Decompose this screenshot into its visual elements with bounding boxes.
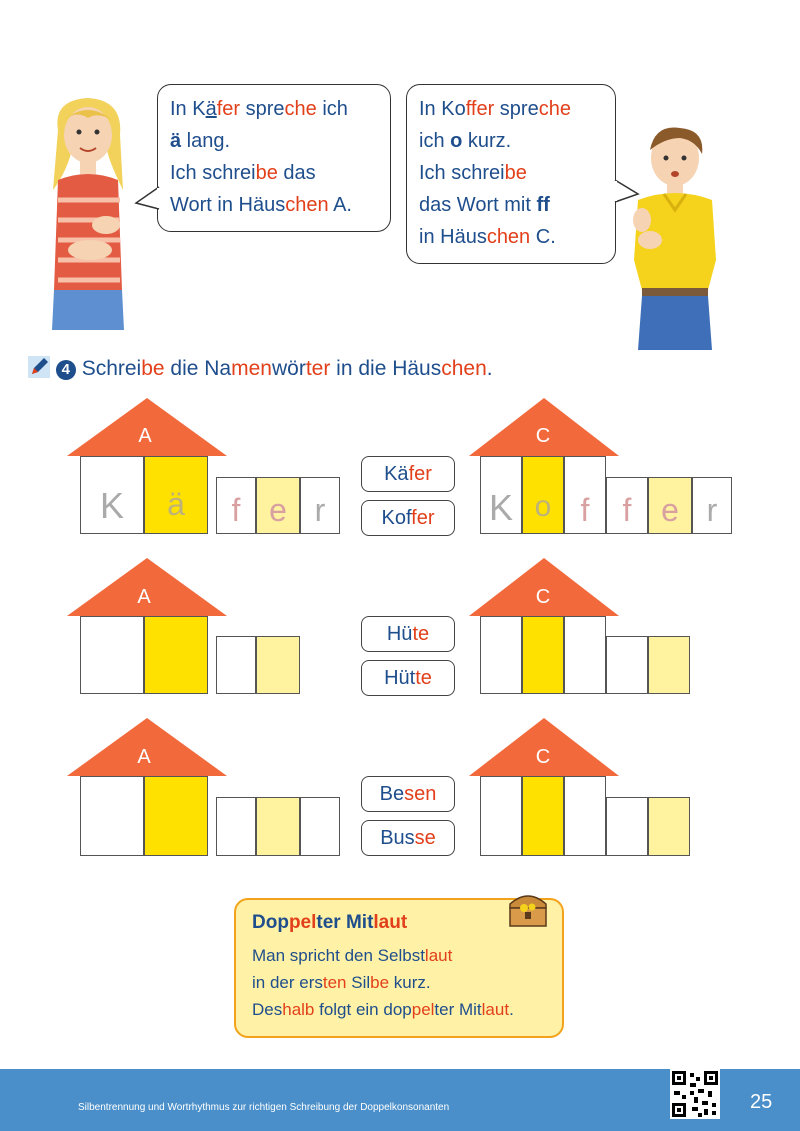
- example-a-letter-4: e: [269, 492, 287, 528]
- word-huette[interactable]: Hütte: [361, 660, 455, 696]
- house-c-box-2-2[interactable]: [522, 616, 564, 694]
- garage-a-box-2-2[interactable]: [256, 636, 300, 694]
- bubble-girl-line-1: In Käfer spreche ich: [170, 98, 348, 120]
- garage-c-box-3-1[interactable]: [606, 797, 648, 856]
- garage-a-box-3-3[interactable]: [300, 797, 340, 856]
- task-instruction: [28, 356, 493, 381]
- example-a-letter-1: K: [99, 485, 124, 526]
- house-c-box-3-3[interactable]: [564, 776, 606, 856]
- bubble-girl-line-3: Ich schreibe das: [170, 162, 316, 184]
- house-a-box-3-2[interactable]: [144, 776, 208, 856]
- house-a-label-1: A: [138, 425, 152, 447]
- footer-text: Silbentrennung und Wortrhythmus zur richtigen Schreibung der Doppelkonsonanten: [78, 1102, 450, 1113]
- treasure-chest-icon: [504, 888, 552, 930]
- example-c-letter-1: K: [488, 487, 513, 528]
- bubble-girl-line-2: ä lang.: [170, 130, 231, 152]
- example-c-letter-6: r: [706, 492, 718, 528]
- page-number: 25: [750, 1091, 773, 1113]
- bubble-boy-line-3: Ich schreibe: [419, 162, 527, 184]
- example-a-letter-5: r: [314, 492, 326, 528]
- example-c-letter-5: e: [661, 492, 679, 528]
- example-a-letter-3: f: [231, 492, 241, 528]
- word-koffer[interactable]: Koffer: [361, 500, 455, 536]
- bubble-boy-line-2: ich o kurz.: [419, 130, 512, 152]
- garage-c-box-3-2[interactable]: [648, 797, 690, 856]
- task-text: Schreibe die Namenwörter in die Häuschen.: [81, 357, 493, 380]
- task-number: 4: [56, 360, 76, 380]
- pencil-icon: [28, 356, 50, 378]
- house-a-box-2-2[interactable]: [144, 616, 208, 694]
- bubble-girl-tail: [134, 185, 160, 215]
- speech-bubble-girl: [157, 84, 391, 232]
- girl-illustration: [28, 90, 148, 330]
- example-c-letter-4: f: [622, 492, 632, 528]
- house-a-label-2: A: [137, 586, 151, 608]
- house-c-label-2: C: [535, 586, 551, 608]
- boy-illustration: [620, 120, 730, 350]
- garage-a-box-3-2[interactable]: [256, 797, 300, 856]
- example-c-letter-2: o: [534, 490, 552, 523]
- garage-a-box-3-1[interactable]: [216, 797, 256, 856]
- bubble-girl-line-4: Wort in Häuschen A.: [170, 194, 352, 216]
- word-besen[interactable]: Besen: [361, 776, 455, 812]
- bubble-boy-line-1: In Koffer spreche: [419, 98, 571, 120]
- house-a-box-2-1[interactable]: [80, 616, 144, 694]
- house-c-box-3-1[interactable]: [480, 776, 522, 856]
- house-c-box-3-2[interactable]: [522, 776, 564, 856]
- word-huete[interactable]: Hüte: [361, 616, 455, 652]
- garage-c-box-2-2[interactable]: [648, 636, 690, 694]
- word-busse[interactable]: Busse: [361, 820, 455, 856]
- word-kaefer[interactable]: Käfer: [361, 456, 455, 492]
- example-c-letter-3: f: [580, 492, 590, 528]
- house-c-box-2-3[interactable]: [564, 616, 606, 694]
- rule-line-3: Deshalb folgt ein doppelter Mitlaut.: [252, 1000, 514, 1019]
- speech-bubble-boy: [406, 84, 616, 264]
- rule-title: Doppelter Mitlaut: [252, 912, 408, 933]
- example-a-letter-2: ä: [167, 486, 185, 522]
- house-c-label-3: C: [535, 746, 551, 768]
- garage-c-box-2-1[interactable]: [606, 636, 648, 694]
- qr-code-icon[interactable]: [670, 1069, 720, 1119]
- garage-a-box-2-1[interactable]: [216, 636, 256, 694]
- bubble-boy-tail: [614, 178, 640, 208]
- bubble-boy-line-5: in Häuschen C.: [419, 226, 556, 248]
- rule-line-1: Man spricht den Selbstlaut: [252, 946, 453, 965]
- house-a-label-3: A: [137, 746, 151, 768]
- house-c-label-1: C: [535, 425, 551, 447]
- rule-line-2: in der ersten Silbe kurz.: [252, 973, 431, 992]
- house-a-box-3-1[interactable]: [80, 776, 144, 856]
- bubble-boy-line-4: das Wort mit ff: [419, 194, 550, 216]
- house-c-box-2-1[interactable]: [480, 616, 522, 694]
- footer-bar: [0, 1069, 800, 1131]
